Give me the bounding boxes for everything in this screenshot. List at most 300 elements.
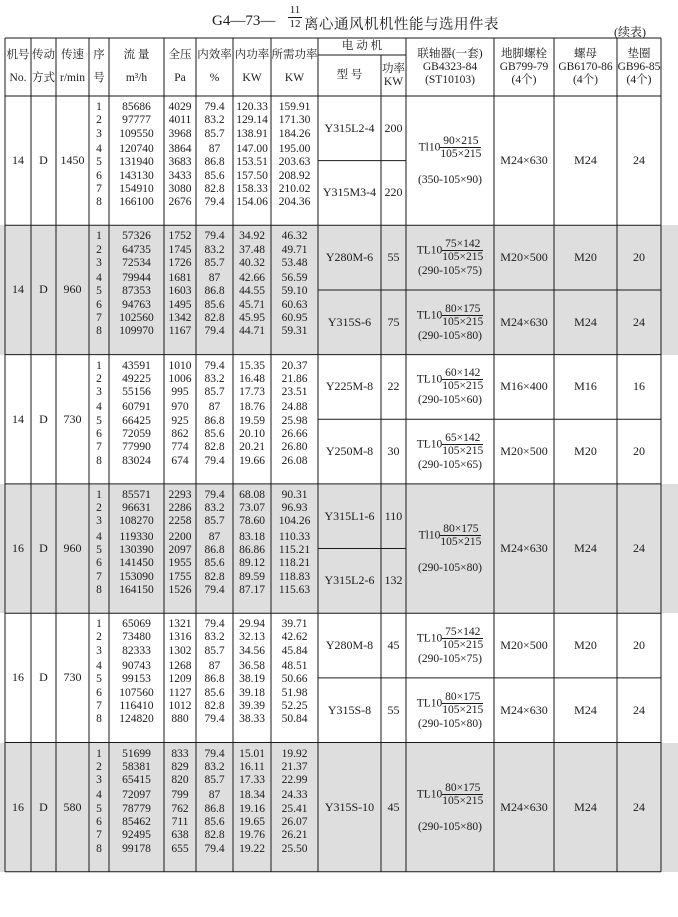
coupling-denominator: 105×215 xyxy=(442,794,484,807)
washer-spec: 20 xyxy=(633,638,645,652)
total-pressure: 1006 xyxy=(168,372,192,385)
header-bolt-qty: (4个) xyxy=(511,73,537,86)
washer-spec: 24 xyxy=(633,541,645,556)
header-suoxu-unit: KW xyxy=(284,72,305,84)
flow-rate: 66425 xyxy=(122,414,151,427)
coupling-spec xyxy=(406,419,494,484)
fan-number: 16 xyxy=(12,670,24,685)
internal-power: 68.08 xyxy=(239,488,265,501)
table-group xyxy=(0,355,678,484)
coupling-code: (290-105×80) xyxy=(418,329,482,342)
title-text: 离心通风机机性能与选用件表 xyxy=(304,17,499,33)
required-power: 46.32 xyxy=(281,230,308,243)
internal-power: 147.00 xyxy=(236,142,268,155)
internal-efficiency: 87 xyxy=(208,789,221,802)
total-pressure: 774 xyxy=(171,441,189,454)
rotation-speed: 1450 xyxy=(60,153,85,168)
seq-no: 4 xyxy=(96,272,102,285)
internal-power: 44.71 xyxy=(239,325,265,338)
fan-number: 14 xyxy=(12,282,24,297)
flow-rate: 130390 xyxy=(119,544,154,557)
fan-number: 14 xyxy=(12,411,24,426)
header-liuliang-unit: m³/h xyxy=(125,72,148,84)
coupling-code: (290-105×80) xyxy=(418,820,482,833)
coupling-type: TL10 xyxy=(416,632,443,645)
required-power: 60.95 xyxy=(281,312,308,325)
coupling-numerator: 80×175 xyxy=(445,781,481,794)
washer-spec: 16 xyxy=(633,379,645,394)
required-power: 204.36 xyxy=(278,196,311,209)
flow-rate: 43591 xyxy=(122,359,151,372)
header-liuliang-cn: 流 量 xyxy=(123,49,150,61)
coupling-fraction xyxy=(442,626,483,651)
washer-spec: 20 xyxy=(633,444,645,459)
internal-power: 37.48 xyxy=(239,243,265,256)
internal-power: 45.71 xyxy=(239,298,265,311)
motor-model: Y280M-8 xyxy=(325,638,374,652)
internal-power: 36.58 xyxy=(239,660,265,673)
seq-no: 5 xyxy=(96,802,102,815)
flow-rate: 99178 xyxy=(122,842,151,855)
total-pressure: 1209 xyxy=(168,673,192,686)
internal-power: 20.10 xyxy=(239,428,265,441)
flow-rate: 102560 xyxy=(119,312,154,325)
flow-rate: 166100 xyxy=(119,196,154,209)
internal-efficiency: 82.8 xyxy=(204,570,225,583)
required-power: 115.21 xyxy=(278,544,311,557)
total-pressure: 4029 xyxy=(168,101,192,113)
internal-efficiency: 79.4 xyxy=(204,488,225,501)
anchor-bolt: M20×500 xyxy=(500,638,548,652)
coupling-fraction xyxy=(440,523,481,548)
coupling-code: (290-105×75) xyxy=(418,265,482,278)
header-xiaolv-cn: 内效率 xyxy=(197,49,232,61)
internal-efficiency: 83.2 xyxy=(204,372,225,385)
seq-no: 7 xyxy=(96,699,102,712)
motor-model: Y315L2-4 xyxy=(324,120,375,135)
internal-power: 15.35 xyxy=(239,359,265,372)
required-power: 115.63 xyxy=(278,583,311,596)
total-pressure: 829 xyxy=(171,760,189,773)
header-xu-1: 序 xyxy=(93,49,105,61)
table-group xyxy=(0,96,678,225)
flow-rate: 85462 xyxy=(122,816,151,828)
required-power: 59.31 xyxy=(281,325,308,338)
internal-efficiency: 82.8 xyxy=(204,829,225,842)
coupling-type: TL10 xyxy=(416,697,443,710)
required-power: 60.63 xyxy=(281,298,308,311)
internal-efficiency: 87 xyxy=(208,530,221,543)
header-washer xyxy=(617,38,661,96)
internal-power: 42.66 xyxy=(239,272,265,285)
internal-power: 19.76 xyxy=(239,829,265,842)
header-jihao-cn: 机号 xyxy=(6,49,30,61)
flow-rate: 72097 xyxy=(122,789,151,802)
seq-no: 5 xyxy=(96,156,102,169)
header-chuandong xyxy=(31,38,56,96)
internal-efficiency: 86.8 xyxy=(204,673,225,686)
anchor-bolt: M24×630 xyxy=(500,153,548,168)
seq-no: 8 xyxy=(96,583,102,596)
total-pressure: 3864 xyxy=(168,142,192,155)
seq-no: 6 xyxy=(96,557,102,570)
seq-no: 4 xyxy=(96,789,102,802)
seq-no: 2 xyxy=(96,760,102,773)
required-power: 104.26 xyxy=(278,515,311,528)
rotation-speed: 580 xyxy=(63,799,82,814)
required-power: 20.37 xyxy=(281,359,308,372)
header-chuansu-unit: r/min xyxy=(60,72,85,84)
coupling-numerator: 90×215 xyxy=(443,135,479,148)
flow-rate: 83024 xyxy=(122,454,151,467)
flow-rate: 94763 xyxy=(122,298,151,311)
seq-no: 3 xyxy=(96,644,102,657)
flow-rate: 119330 xyxy=(119,530,154,543)
seq-no: 2 xyxy=(96,372,102,385)
motor-model: Y250M-8 xyxy=(325,444,374,459)
flow-rate: 65415 xyxy=(122,774,151,787)
coupling-fraction-line xyxy=(417,367,484,392)
internal-efficiency: 86.8 xyxy=(204,156,225,169)
coupling-type: TL10 xyxy=(416,309,443,322)
required-power: 21.86 xyxy=(281,372,308,385)
flow-rate: 99153 xyxy=(122,673,151,686)
seq-no: 7 xyxy=(96,829,102,842)
header-bolt-cn: 地脚螺栓 xyxy=(501,47,547,60)
total-pressure: 1745 xyxy=(168,243,192,256)
header-nut xyxy=(554,38,617,96)
flow-rate: 116410 xyxy=(119,699,154,712)
header-gonglv xyxy=(233,38,271,96)
required-power: 110.33 xyxy=(278,530,311,543)
internal-efficiency: 79.4 xyxy=(204,454,225,467)
coupling-spec xyxy=(406,678,494,743)
header-motor-label: 电 动 机 xyxy=(341,40,383,52)
internal-efficiency: 82.8 xyxy=(204,312,225,325)
seq-no: 5 xyxy=(96,544,102,557)
flow-rate: 143130 xyxy=(119,169,154,182)
internal-efficiency: 79.4 xyxy=(204,196,225,209)
internal-efficiency: 79.4 xyxy=(204,842,225,855)
motor-power: 55 xyxy=(387,250,400,265)
header-washer-std: GB96-85 xyxy=(617,60,661,73)
internal-power: 38.19 xyxy=(239,673,265,686)
total-pressure: 1955 xyxy=(168,557,192,570)
internal-efficiency: 79.4 xyxy=(204,618,225,631)
internal-power: 154.06 xyxy=(236,196,268,209)
internal-efficiency: 85.6 xyxy=(204,557,225,570)
flow-rate: 79944 xyxy=(122,272,151,285)
internal-efficiency: 79.4 xyxy=(204,325,225,338)
internal-efficiency: 79.4 xyxy=(204,101,225,113)
flow-rate: 90743 xyxy=(122,660,151,673)
total-pressure: 2676 xyxy=(168,196,192,209)
table-header xyxy=(0,38,678,96)
nut-spec: M20 xyxy=(574,444,597,459)
coupling-fraction-line xyxy=(417,691,484,716)
flow-rate: 78779 xyxy=(122,802,151,815)
total-pressure: 1316 xyxy=(168,631,192,644)
flow-rate: 72059 xyxy=(122,428,151,441)
internal-efficiency: 83.2 xyxy=(204,760,225,773)
anchor-bolt: M20×500 xyxy=(500,250,548,265)
internal-efficiency: 83.2 xyxy=(204,114,225,127)
internal-efficiency: 79.4 xyxy=(204,713,225,726)
required-power: 48.51 xyxy=(281,660,308,673)
table-group xyxy=(0,743,678,872)
required-power: 26.08 xyxy=(281,454,308,467)
coupling-fraction xyxy=(440,135,481,160)
header-washer-qty: (4个) xyxy=(626,73,652,86)
internal-power: 78.60 xyxy=(239,515,265,528)
rotation-speed: 960 xyxy=(63,541,82,556)
internal-efficiency: 85.6 xyxy=(204,298,225,311)
total-pressure: 2258 xyxy=(168,515,192,528)
required-power: 51.98 xyxy=(281,686,308,699)
anchor-bolt: M16×400 xyxy=(500,379,548,394)
seq-no: 5 xyxy=(96,414,102,427)
flow-rate: 82333 xyxy=(122,644,151,657)
coupling-fraction-line xyxy=(417,782,484,807)
coupling-fraction xyxy=(442,303,483,328)
flow-rate: 57326 xyxy=(122,230,151,243)
coupling-code: (290-105×75) xyxy=(418,653,482,665)
required-power: 52.25 xyxy=(281,699,308,712)
coupling-type: TL10 xyxy=(416,373,443,386)
internal-power: 17.73 xyxy=(239,386,265,399)
motor-model: Y315M3-4 xyxy=(322,185,377,200)
seq-no: 1 xyxy=(96,101,102,113)
total-pressure: 4011 xyxy=(168,114,192,127)
seq-no: 1 xyxy=(96,230,102,243)
internal-efficiency: 79.4 xyxy=(204,359,225,372)
seq-no: 7 xyxy=(96,570,102,583)
flow-rate: 164150 xyxy=(119,583,154,596)
header-xiaolv-unit: % xyxy=(209,72,220,84)
flow-rate: 87353 xyxy=(122,285,151,298)
header-xu-2: 号 xyxy=(93,72,105,84)
motor-model: Y315S-6 xyxy=(327,314,372,329)
internal-efficiency: 85.7 xyxy=(204,256,225,269)
seq-no: 8 xyxy=(96,325,102,338)
total-pressure: 2293 xyxy=(168,488,192,501)
header-nut-qty: (4个) xyxy=(573,73,598,86)
internal-power: 15.01 xyxy=(239,747,265,760)
flow-rate: 107560 xyxy=(119,686,154,699)
header-coupling-cn: 联轴器(一套) xyxy=(417,47,483,60)
motor-power: 110 xyxy=(384,508,403,523)
total-pressure: 762 xyxy=(171,802,189,815)
header-chuandong-1: 传动 xyxy=(32,49,55,61)
table-group xyxy=(0,225,678,354)
coupling-type: TL10 xyxy=(416,788,443,801)
total-pressure: 1681 xyxy=(168,272,192,285)
total-pressure: 833 xyxy=(171,747,189,760)
rotation-speed: 960 xyxy=(63,282,82,297)
motor-model: Y315S-8 xyxy=(327,702,372,717)
internal-efficiency: 83.2 xyxy=(204,631,225,644)
internal-efficiency: 85.6 xyxy=(204,428,225,441)
required-power: 42.62 xyxy=(281,631,308,644)
total-pressure: 2097 xyxy=(168,544,192,557)
seq-no: 6 xyxy=(96,169,102,182)
seq-no: 4 xyxy=(96,142,102,155)
required-power: 24.88 xyxy=(281,401,308,414)
seq-no: 3 xyxy=(96,386,102,399)
internal-power: 29.94 xyxy=(239,618,265,631)
required-power: 50.66 xyxy=(281,673,308,686)
total-pressure: 880 xyxy=(171,713,189,726)
total-pressure: 3433 xyxy=(168,169,192,182)
internal-efficiency: 79.4 xyxy=(204,230,225,243)
coupling-spec xyxy=(406,290,494,355)
coupling-denominator: 105×215 xyxy=(442,251,484,264)
internal-efficiency: 85.6 xyxy=(204,686,225,699)
coupling-denominator: 105×215 xyxy=(442,315,484,328)
flow-rate: 154910 xyxy=(119,182,154,195)
coupling-numerator: 65×142 xyxy=(445,432,481,445)
flow-rate: 108270 xyxy=(119,515,154,528)
anchor-bolt: M20×500 xyxy=(500,444,548,459)
internal-efficiency: 82.8 xyxy=(204,441,225,454)
total-pressure: 1526 xyxy=(168,583,192,596)
total-pressure: 1167 xyxy=(168,325,192,338)
seq-no: 5 xyxy=(96,673,102,686)
seq-no: 6 xyxy=(96,428,102,441)
required-power: 208.92 xyxy=(278,169,311,182)
header-gonglv-cn: 内功率 xyxy=(234,49,270,61)
anchor-bolt: M24×630 xyxy=(500,799,548,814)
total-pressure: 995 xyxy=(171,386,189,399)
nut-spec: M24 xyxy=(574,541,597,556)
total-pressure: 1012 xyxy=(168,699,192,712)
header-coupling-std: GB4323-84 xyxy=(422,60,478,73)
motor-power: 45 xyxy=(387,799,400,814)
internal-efficiency: 85.6 xyxy=(204,169,225,182)
drive-type: D xyxy=(39,541,48,556)
nut-spec: M24 xyxy=(574,153,597,168)
required-power: 26.07 xyxy=(281,816,308,828)
flow-rate: 109970 xyxy=(119,325,154,338)
internal-efficiency: 86.8 xyxy=(204,802,225,815)
internal-efficiency: 85.7 xyxy=(204,644,225,657)
coupling-spec xyxy=(406,96,494,225)
header-jihao xyxy=(5,38,31,96)
header-xiaolv xyxy=(196,38,233,96)
coupling-spec xyxy=(406,743,494,872)
header-motor-model-label: 型 号 xyxy=(336,69,363,81)
drive-type: D xyxy=(39,282,48,297)
motor-model: Y315L2-6 xyxy=(324,573,375,588)
coupling-code: (290-105×60) xyxy=(418,394,482,407)
header-motor-power-cn: 功率 xyxy=(382,62,405,75)
required-power: 203.63 xyxy=(278,156,311,169)
required-power: 23.51 xyxy=(281,386,308,399)
motor-model: Y225M-8 xyxy=(325,379,374,394)
header-nut-std: GB6170-86 xyxy=(558,60,613,73)
header-washer-cn: 垫圈 xyxy=(627,47,651,60)
motor-model: Y315L1-6 xyxy=(324,508,375,523)
total-pressure: 3080 xyxy=(168,182,192,195)
coupling-fraction-line xyxy=(417,432,484,457)
drive-type: D xyxy=(39,153,48,168)
fan-number: 16 xyxy=(12,799,24,814)
anchor-bolt: M24×630 xyxy=(500,702,548,717)
nut-spec: M24 xyxy=(574,799,597,814)
motor-power: 55 xyxy=(387,702,400,717)
coupling-denominator: 105×215 xyxy=(440,536,482,549)
coupling-numerator: 75×142 xyxy=(445,626,481,638)
anchor-bolt: M24×630 xyxy=(500,541,548,556)
header-quanya-unit: Pa xyxy=(174,72,186,84)
flow-rate: 64735 xyxy=(122,243,151,256)
washer-spec: 24 xyxy=(633,702,645,717)
header-chuandong-2: 方式 xyxy=(32,72,55,84)
seq-no: 3 xyxy=(96,256,102,269)
rotation-speed: 730 xyxy=(63,411,82,426)
internal-power: 86.86 xyxy=(239,544,265,557)
seq-no: 1 xyxy=(96,747,102,760)
flow-rate: 55156 xyxy=(122,386,151,399)
total-pressure: 2286 xyxy=(168,502,192,515)
coupling-code: (290-105×80) xyxy=(418,562,482,575)
required-power: 19.92 xyxy=(281,747,308,760)
coupling-denominator: 105×215 xyxy=(442,445,484,458)
flow-rate: 97777 xyxy=(122,114,151,127)
internal-efficiency: 82.8 xyxy=(204,182,225,195)
total-pressure: 711 xyxy=(171,816,189,828)
internal-power: 73.07 xyxy=(239,502,265,515)
internal-power: 40.32 xyxy=(239,256,265,269)
seq-no: 4 xyxy=(96,660,102,673)
header-xuhao xyxy=(89,38,109,96)
internal-power: 120.33 xyxy=(236,101,268,113)
required-power: 50.84 xyxy=(281,713,308,726)
total-pressure: 1302 xyxy=(168,644,192,657)
internal-power: 45.95 xyxy=(239,312,265,325)
internal-power: 138.91 xyxy=(236,127,268,140)
internal-efficiency: 87 xyxy=(208,272,221,285)
header-bolt xyxy=(494,38,554,96)
total-pressure: 1755 xyxy=(168,570,192,583)
total-pressure: 1268 xyxy=(168,660,192,673)
flow-rate: 120740 xyxy=(119,142,154,155)
coupling-numerator: 80×175 xyxy=(443,523,479,536)
required-power: 59.10 xyxy=(281,285,308,298)
internal-power: 87.17 xyxy=(239,583,265,596)
internal-efficiency: 82.8 xyxy=(204,699,225,712)
internal-efficiency: 83.2 xyxy=(204,502,225,515)
seq-no: 1 xyxy=(96,488,102,501)
flow-rate: 58381 xyxy=(122,760,151,773)
header-gonglv-unit: KW xyxy=(242,72,262,84)
internal-power: 32.13 xyxy=(239,631,265,644)
coupling-fraction xyxy=(442,367,483,392)
total-pressure: 862 xyxy=(171,428,189,441)
flow-rate: 153090 xyxy=(119,570,154,583)
motor-power: 45 xyxy=(387,638,400,652)
coupling-type: TL10 xyxy=(416,244,443,257)
table-group xyxy=(0,484,678,613)
drive-type: D xyxy=(39,411,48,426)
header-liuliang xyxy=(109,38,164,96)
washer-spec: 20 xyxy=(633,250,645,265)
required-power: 118.83 xyxy=(278,570,311,583)
seq-no: 1 xyxy=(96,359,102,372)
coupling-numerator: 60×142 xyxy=(445,367,481,380)
motor-power: 200 xyxy=(384,120,403,135)
motor-power: 75 xyxy=(387,314,400,329)
